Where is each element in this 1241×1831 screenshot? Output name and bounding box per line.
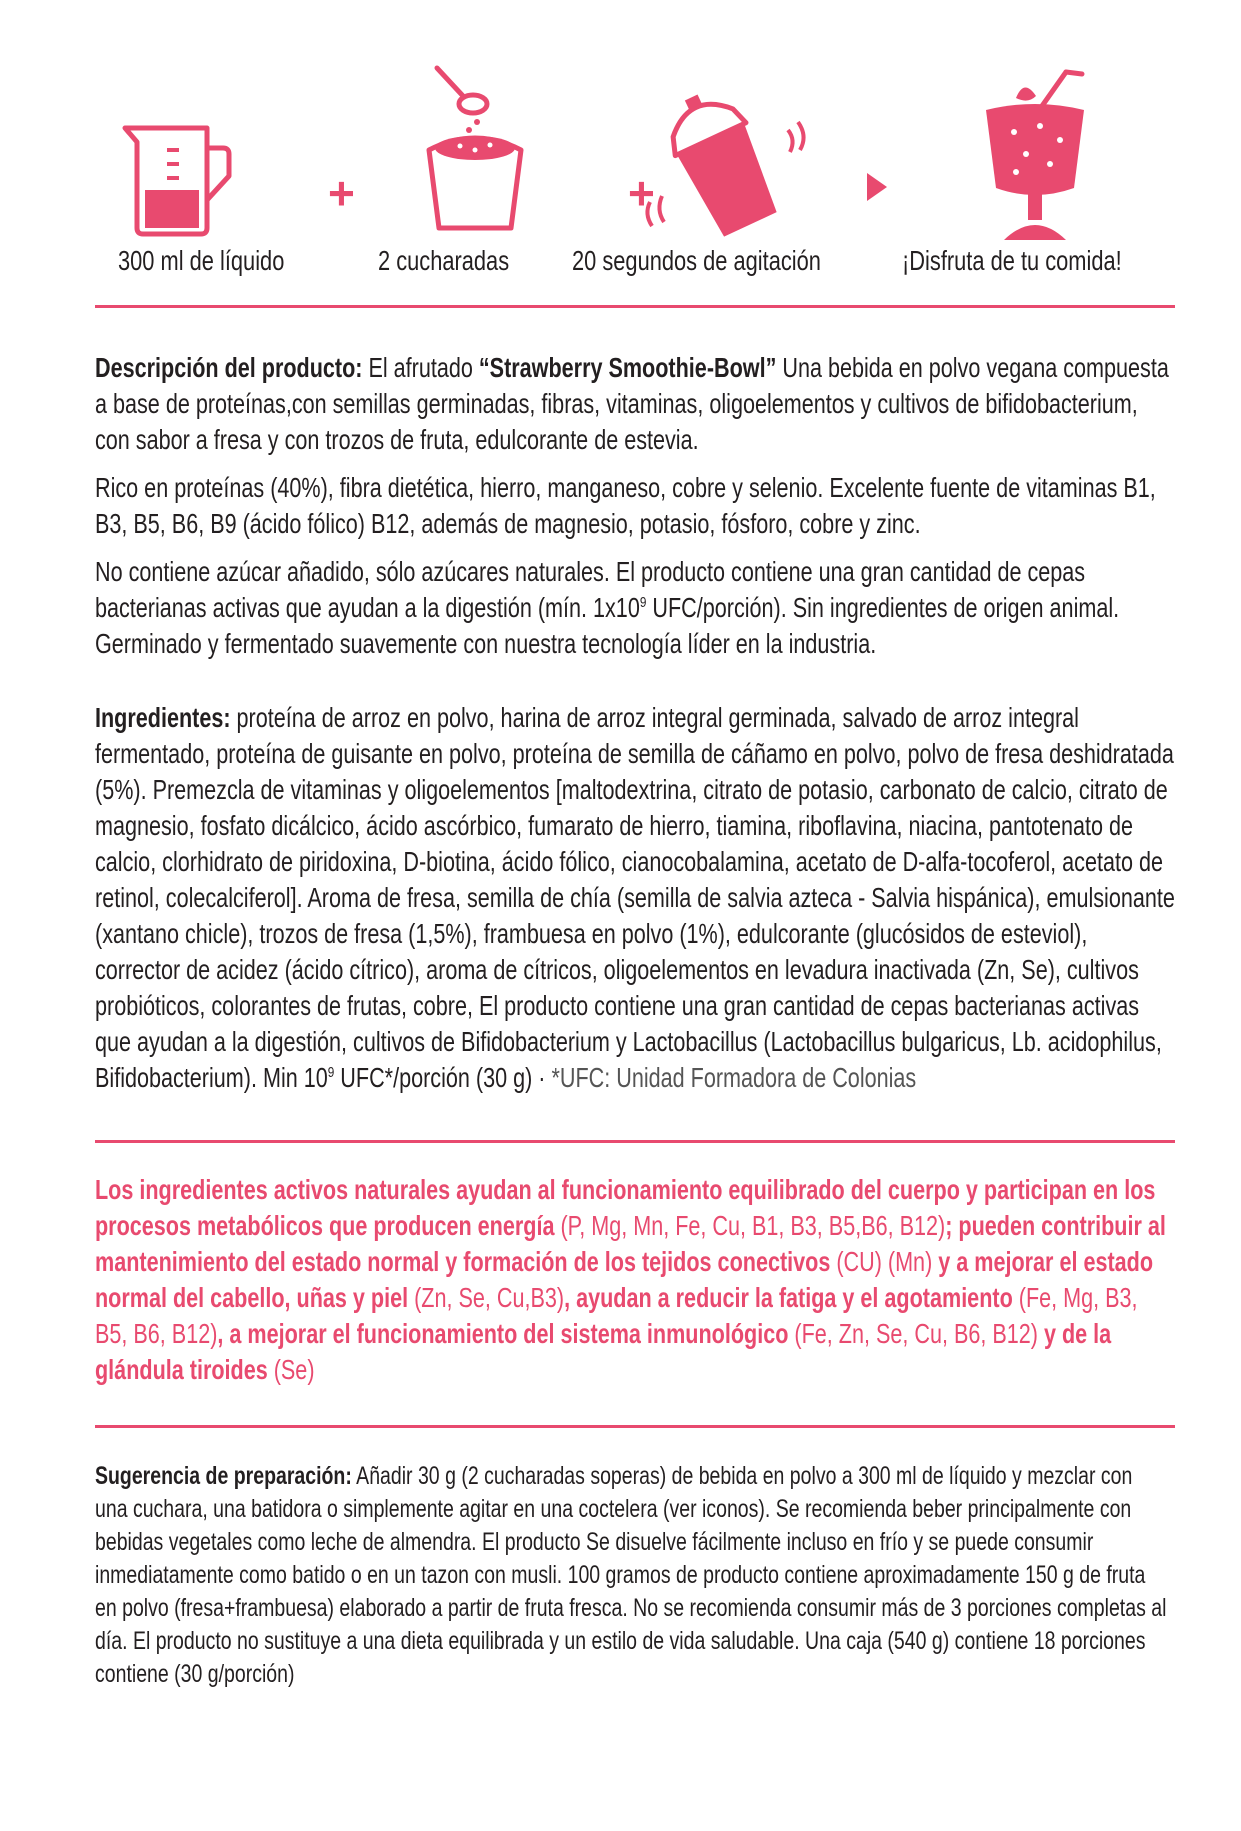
preparation-steps [95, 60, 1195, 250]
ingredients-label: Ingredientes: [95, 702, 231, 733]
sugar-cultures-note: No contiene azúcar añadido, sólo azúcares naturales. El producto contiene una gran cantidad de cepas bacterianas activas que ayudan a la digestión (mín. $1x10^9$ UFC/porción). Sin ingredientes de origen animal. Germinado y fermentado suavemente con nuestra tecnología líder en la industria. [95, 556, 1120, 659]
plus-sign: + [628, 167, 655, 219]
product-description: Descripción del producto: El afrutado “Strawberry Smoothie-Bowl” Una bebida en polvo vegana compuesta a base de proteínas,con semillas germinadas, fibras, vitaminas, oligoelementos y cultivos de bifidobacterium, con sabor a fresa y con trozos de fruta, edulcorante de estevia. [95, 352, 1169, 455]
description-label: Descripción del producto: [95, 352, 363, 383]
health-claims: Los ingredientes activos naturales ayudan al funcionamiento equilibrado del cuerpo y participan en los procesos metabólicos que producen energía (P, Mg, Mn, Fe, Cu, B1, B3, B5,B6, B12); pueden contribuir al mantenimiento del estado normal y formación de los tejidos conectivos (CU) (Mn) y a mejorar el estado normal del cabello, uñas y piel (Zn, Se, Cu,B3), ayudan a reducir la fatiga y el agotamiento (Fe, Mg, B3, B5, B6, B12), a mejorar el funcionamiento del sistema inmunológico (Fe, Zn, Se, Cu, B6, B12) y de la glándula tiroides (Se) [95, 1174, 1166, 1385]
divider [95, 305, 1175, 308]
divider [95, 1425, 1175, 1428]
nutrition-highlights: Rico en proteínas (40%), fibra dietética, hierro, manganeso, cobre y selenio. Excelente fuente de vitaminas B1, B3, B5, B6, B9 (ácido fólico) B12, además de magnesio, potasio, fósforo, cobre y zinc. [95, 472, 1156, 539]
step-caption-shake: 20 segundos de agitación [572, 245, 821, 276]
preparation-label: Sugerencia de preparación: [95, 1462, 352, 1490]
divider [95, 1140, 1175, 1143]
product-name: “Strawberry Smoothie-Bowl” [478, 352, 777, 383]
measuring-jug-icon [115, 120, 235, 240]
step-caption-spoons: 2 cucharadas [378, 245, 510, 276]
preparation-suggestion: Sugerencia de preparación: Añadir 30 g (2 cucharadas soperas) de bebida en polvo a 300 ml de líquido y mezclar con una cuchara, una batidora o simplemente agitar en una coctelera (ver iconos). Se recomienda beber principalmente con bebidas vegetales como leche de almendra. El producto Se disuelve fácilmente incluso en frío y se puede consumir inmediatamente como batido o en un tazon con musli. 100 gramos de producto contiene aproximadamente 150 g de fruta en polvo (fresa+frambuesa) elaborado a partir de fruta fresca. No se recomienda consumir más de 3 porciones completas al día. El producto no sustituye a una dieta equilibrada y un estilo de vida saludable. Una caja (540 g) contiene 18 porciones contiene (30 g/porción) [95, 1462, 1167, 1688]
smoothie-glass-icon [970, 68, 1100, 248]
shaker-icon [630, 90, 810, 240]
scoop-cup-icon [415, 60, 535, 235]
arrow-right-icon [867, 173, 887, 201]
step-caption-enjoy: ¡Disfruta de tu comida! [902, 245, 1122, 276]
ingredients-list: Ingredientes: proteína de arroz en polvo, harina de arroz integral germinada, salvado de arroz integral fermentado, proteína de guisante en polvo, proteína de semilla de cáñamo en polvo, polvo de fresa deshidratada (5%). Premezcla de vitaminas y oligoelementos [maltodextrina, citrato de potasio, carbonato de calcio, citrato de magnesio, fosfato dicálcico, ácido ascórbico, fumarato de hierro, tiamina, riboflavina, niacina, pantotenato de calcio, clorhidrato de piridoxina, D-biotina, ácido fólico, cianocobalamina, acetato de D-alfa-tocoferol, acetato de retinol, colecalciferol]. Aroma de fresa, semilla de chía (semilla de salvia azteca - Salvia hispánica), emulsionante (xantano chicle), trozos de fresa (1,5%), frambuesa en polvo (1%), edulcorante (glucósidos de esteviol), corrector de acidez (ácido cítrico), aroma de cítricos, oligoelementos en levadura inactivada (Zn, Se), cultivos probióticos, colorantes de frutas, cobre, El producto contiene una gran cantidad de cepas bacterianas activas que ayudan a la digestión, cultivos de Bifidobacterium y Lactobacillus (Lactobacillus bulgaricus, Lb. acidophilus, Bifidobacterium). Min $10^9$ UFC*/porción (30 g) · *UFC: Unidad Formadora de Colonias [95, 702, 1175, 1093]
plus-sign: + [328, 167, 355, 219]
step-caption-liquid: 300 ml de líquido [118, 245, 285, 276]
ufc-footnote: *UFC: Unidad Formadora de Colonias [551, 1062, 917, 1093]
